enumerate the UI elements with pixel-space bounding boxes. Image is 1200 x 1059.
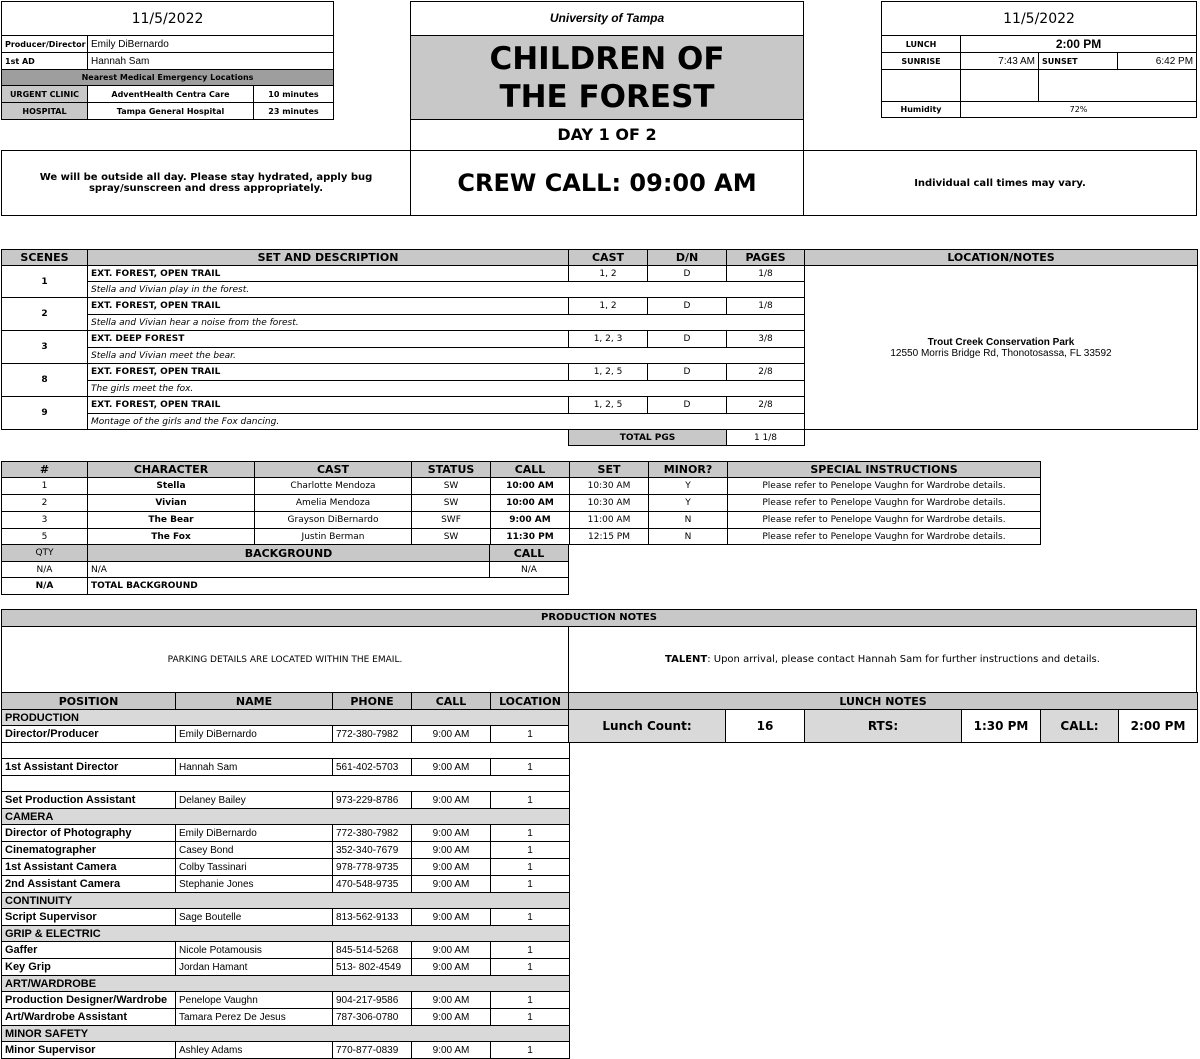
scene-description: Stella and Vivian meet the bear. xyxy=(88,348,805,364)
crew-name: Penelope Vaughn xyxy=(176,992,333,1009)
crew-name: Colby Tassinari xyxy=(176,859,333,876)
cast-num: 5 xyxy=(2,529,88,545)
scene-set: EXT. DEEP FOREST xyxy=(88,331,569,348)
cast-set: 10:30 AM xyxy=(570,495,649,512)
crew-row xyxy=(2,1009,570,1026)
scene-pages: 3/8 xyxy=(727,331,805,348)
crew-call: 9:00 AM xyxy=(412,792,491,809)
crew-location: 1 xyxy=(491,942,570,959)
crew-section-label: CAMERA xyxy=(2,809,570,825)
crew-position: 1st Assistant Director xyxy=(2,759,176,776)
bg-total-label: TOTAL BACKGROUND xyxy=(88,578,569,595)
parking-note-text: PARKING DETAILS ARE LOCATED WITHIN THE EMAIL. xyxy=(167,654,403,665)
set-header: SET AND DESCRIPTION xyxy=(88,250,569,266)
scene-cast: 1, 2 xyxy=(569,266,648,282)
crew-position: 1st Assistant Camera xyxy=(2,859,176,876)
cast-minor: N xyxy=(649,512,728,529)
scene-cast: 1, 2, 5 xyxy=(569,364,648,381)
crew-blank-cell xyxy=(2,743,570,759)
location-name: Trout Creek Conservation Park xyxy=(927,336,1075,348)
cast-num: 2 xyxy=(2,495,88,512)
cast-instructions: Please refer to Penelope Vaughn for Wardrobe details. xyxy=(728,529,1041,545)
rts-value: 1:30 PM xyxy=(962,710,1041,743)
crew-phone: 978-778-9735 xyxy=(333,859,412,876)
instructions-header: SPECIAL INSTRUCTIONS xyxy=(728,462,1041,478)
sunrise-time: 7:43 AM xyxy=(961,53,1039,70)
scene-number: 3 xyxy=(2,331,88,364)
cast-status: SW xyxy=(412,495,491,512)
crew-row xyxy=(2,992,570,1009)
scene-description: Montage of the girls and the Fox dancing. xyxy=(88,414,805,430)
cast-row xyxy=(2,529,1041,545)
scene-cast: 1, 2, 5 xyxy=(569,397,648,414)
background-table xyxy=(1,544,569,595)
cast-row xyxy=(2,478,1041,495)
crew-section-label: MINOR SAFETY xyxy=(2,1026,570,1042)
ad-name: Hannah Sam xyxy=(88,53,334,70)
production-notes-title: PRODUCTION NOTES xyxy=(1,609,1197,627)
crew-section-label: PRODUCTION xyxy=(2,710,570,726)
crew-position: Gaffer xyxy=(2,942,176,959)
crew-section-label: CONTINUITY xyxy=(2,893,570,909)
call-header: CALL xyxy=(491,462,570,478)
scenes-table xyxy=(1,249,1198,446)
crew-section-label: GRIP & ELECTRIC xyxy=(2,926,570,942)
crew-call: 9:00 AM xyxy=(412,959,491,976)
crew-location: 1 xyxy=(491,992,570,1009)
crew-position: Script Supervisor xyxy=(2,909,176,926)
crew-name: Stephanie Jones xyxy=(176,876,333,893)
right-date: 11/5/2022 xyxy=(882,2,1197,36)
cast-name: Charlotte Mendoza xyxy=(255,478,412,495)
crew-location-header: LOCATION xyxy=(491,693,570,710)
crew-phone: 561-402-5703 xyxy=(333,759,412,776)
call-times-note xyxy=(803,150,1197,216)
crew-row xyxy=(2,876,570,893)
crew-location: 1 xyxy=(491,876,570,893)
crew-row xyxy=(2,942,570,959)
bg-call-header: CALL xyxy=(490,545,569,562)
crew-phone: 787-306-0780 xyxy=(333,1009,412,1026)
character-name: Vivian xyxy=(88,495,255,512)
talent-note xyxy=(568,626,1197,693)
crew-phone: 352-340-7679 xyxy=(333,842,412,859)
crew-row xyxy=(2,792,570,809)
cast-name: Justin Berman xyxy=(255,529,412,545)
crew-phone: 470-548-9735 xyxy=(333,876,412,893)
lunch-count-value: 16 xyxy=(726,710,805,743)
scene-pages: 1/8 xyxy=(727,266,805,282)
crew-call-box xyxy=(410,150,804,216)
crew-section-row xyxy=(2,710,570,726)
lunch-label: LUNCH xyxy=(882,36,961,53)
lunch-call-label: CALL: xyxy=(1041,710,1119,743)
crew-call: 9:00 AM xyxy=(412,876,491,893)
cast-set: 10:30 AM xyxy=(570,478,649,495)
cast-header: CAST xyxy=(569,250,648,266)
cast-instructions: Please refer to Penelope Vaughn for Wardrobe details. xyxy=(728,512,1041,529)
crew-position: Director/Producer xyxy=(2,726,176,743)
lunch-notes-title: LUNCH NOTES xyxy=(569,693,1198,710)
outdoor-note xyxy=(1,150,411,216)
left-header-table xyxy=(1,1,334,120)
crew-call: CREW CALL: 09:00 AM xyxy=(457,169,757,197)
crew-location: 1 xyxy=(491,1009,570,1026)
minor-header: MINOR? xyxy=(649,462,728,478)
crew-name: Emily DiBernardo xyxy=(176,726,333,743)
crew-phone: 973-229-8786 xyxy=(333,792,412,809)
phone-header: PHONE xyxy=(333,693,412,710)
crew-name: Casey Bond xyxy=(176,842,333,859)
sunrise-label: SUNRISE xyxy=(882,53,961,70)
crew-location: 1 xyxy=(491,759,570,776)
scene-number: 8 xyxy=(2,364,88,397)
crew-location: 1 xyxy=(491,792,570,809)
scene-dn: D xyxy=(648,266,727,282)
pages-header: PAGES xyxy=(727,250,805,266)
day-label: DAY 1 OF 2 xyxy=(557,125,657,144)
right-header-table xyxy=(881,1,1197,118)
medical-title: Nearest Medical Emergency Locations xyxy=(2,70,334,86)
cast-call: 9:00 AM xyxy=(491,512,570,529)
crew-location: 1 xyxy=(491,959,570,976)
scene-set: EXT. FOREST, OPEN TRAIL xyxy=(88,266,569,282)
crew-name: Nicole Potamousis xyxy=(176,942,333,959)
cast-num: 3 xyxy=(2,512,88,529)
background-header: BACKGROUND xyxy=(88,545,490,562)
crew-section-row xyxy=(2,1026,570,1042)
lunch-count-label: Lunch Count: xyxy=(569,710,726,743)
scene-description: Stella and Vivian hear a noise from the forest. xyxy=(88,315,805,331)
cast-call: 11:30 PM xyxy=(491,529,570,545)
cast-name-header: CAST xyxy=(255,462,412,478)
crew-position: Cinematographer xyxy=(2,842,176,859)
scene-description: Stella and Vivian play in the forest. xyxy=(88,282,805,298)
rts-label: RTS: xyxy=(805,710,962,743)
crew-phone: 513- 802-4549 xyxy=(333,959,412,976)
scene-description: The girls meet the fox. xyxy=(88,381,805,397)
production-title: CHILDREN OF THE FOREST xyxy=(411,36,803,120)
humidity-label: Humidity xyxy=(882,102,961,118)
crew-location: 1 xyxy=(491,859,570,876)
cast-row xyxy=(2,495,1041,512)
crew-position: Art/Wardrobe Assistant xyxy=(2,1009,176,1026)
crew-call: 9:00 AM xyxy=(412,825,491,842)
crew-position: Key Grip xyxy=(2,959,176,976)
crew-location: 1 xyxy=(491,825,570,842)
cast-name: Grayson DiBernardo xyxy=(255,512,412,529)
crew-phone: 813-562-9133 xyxy=(333,909,412,926)
sunset-label: SUNSET xyxy=(1039,53,1118,70)
position-header: POSITION xyxy=(2,693,176,710)
urgent-clinic-name: AdventHealth Centra Care xyxy=(88,86,254,103)
cast-row xyxy=(2,512,1041,529)
cast-name: Amelia Mendoza xyxy=(255,495,412,512)
crew-section-label: ART/WARDROBE xyxy=(2,976,570,992)
scene-number: 9 xyxy=(2,397,88,430)
producer-name: Emily DiBernardo xyxy=(88,36,334,53)
crew-blank-row xyxy=(2,776,570,792)
lunch-notes-table xyxy=(568,692,1198,743)
crew-call-header: CALL xyxy=(412,693,491,710)
scene-set: EXT. FOREST, OPEN TRAIL xyxy=(88,397,569,414)
scene-set: EXT. FOREST, OPEN TRAIL xyxy=(88,298,569,315)
character-name: The Fox xyxy=(88,529,255,545)
crew-row xyxy=(2,909,570,926)
crew-call: 9:00 AM xyxy=(412,1042,491,1059)
crew-name: Ashley Adams xyxy=(176,1042,333,1059)
scene-cast: 1, 2 xyxy=(569,298,648,315)
humidity-value: 72% xyxy=(961,102,1197,118)
crew-row xyxy=(2,726,570,743)
crew-location: 1 xyxy=(491,1042,570,1059)
crew-position: Production Designer/Wardrobe xyxy=(2,992,176,1009)
crew-row xyxy=(2,859,570,876)
scene-cast: 1, 2, 3 xyxy=(569,331,648,348)
university-name: University of Tampa xyxy=(411,2,803,36)
crew-row xyxy=(2,825,570,842)
scene-number: 2 xyxy=(2,298,88,331)
crew-position: Minor Supervisor xyxy=(2,1042,176,1059)
cast-instructions: Please refer to Penelope Vaughn for Wardrobe details. xyxy=(728,478,1041,495)
crew-call: 9:00 AM xyxy=(412,1009,491,1026)
scene-dn: D xyxy=(648,364,727,381)
hospital-name: Tampa General Hospital xyxy=(88,103,254,120)
bg-total-qty: N/A xyxy=(2,578,88,595)
crew-phone: 772-380-7982 xyxy=(333,726,412,743)
hospital-label: HOSPITAL xyxy=(2,103,88,120)
crew-position: Director of Photography xyxy=(2,825,176,842)
parking-note xyxy=(1,626,569,693)
cast-status: SWF xyxy=(412,512,491,529)
crew-phone: 772-380-7982 xyxy=(333,825,412,842)
call-times-note-text: Individual call times may vary. xyxy=(914,177,1086,189)
crew-name: Tamara Perez De Jesus xyxy=(176,1009,333,1026)
crew-location: 1 xyxy=(491,726,570,743)
status-header: STATUS xyxy=(412,462,491,478)
character-name: Stella xyxy=(88,478,255,495)
total-pages-value: 1 1/8 xyxy=(727,430,805,446)
crew-call: 9:00 AM xyxy=(412,909,491,926)
lunch-time: 2:00 PM xyxy=(961,36,1197,53)
crew-table xyxy=(1,692,570,1059)
cast-minor: N xyxy=(649,529,728,545)
scene-pages: 2/8 xyxy=(727,364,805,381)
ad-label: 1st AD xyxy=(2,53,88,70)
scene-pages: 1/8 xyxy=(727,298,805,315)
hospital-time: 23 minutes xyxy=(254,103,334,120)
scene-pages: 2/8 xyxy=(727,397,805,414)
cast-minor: Y xyxy=(649,495,728,512)
location-header: LOCATION/NOTES xyxy=(805,250,1198,266)
crew-position: 2nd Assistant Camera xyxy=(2,876,176,893)
set-time-header: SET xyxy=(570,462,649,478)
crew-call: 9:00 AM xyxy=(412,942,491,959)
cast-table xyxy=(1,461,1041,545)
location-cell xyxy=(805,266,1198,430)
crew-location: 1 xyxy=(491,909,570,926)
urgent-clinic-label: URGENT CLINIC xyxy=(2,86,88,103)
crew-name: Delaney Bailey xyxy=(176,792,333,809)
crew-section-row xyxy=(2,893,570,909)
cast-set: 11:00 AM xyxy=(570,512,649,529)
character-header: CHARACTER xyxy=(88,462,255,478)
qty-header: QTY xyxy=(2,545,88,562)
crew-phone: 770-877-0839 xyxy=(333,1042,412,1059)
talent-text: : Upon arrival, please contact Hannah Sam for further instructions and details. xyxy=(707,654,1100,665)
crew-name: Hannah Sam xyxy=(176,759,333,776)
bg-qty: N/A xyxy=(2,562,88,578)
crew-row xyxy=(2,842,570,859)
scene-dn: D xyxy=(648,397,727,414)
lunch-call-value: 2:00 PM xyxy=(1119,710,1198,743)
bg-name: N/A xyxy=(88,562,490,578)
crew-name: Jordan Hamant xyxy=(176,959,333,976)
crew-position: Set Production Assistant xyxy=(2,792,176,809)
scene-number: 1 xyxy=(2,266,88,298)
crew-blank-row xyxy=(2,743,570,759)
crew-name: Sage Boutelle xyxy=(176,909,333,926)
crew-phone: 845-514-5268 xyxy=(333,942,412,959)
location-address: 12550 Morris Bridge Rd, Thonotosassa, FL 33592 xyxy=(890,347,1112,359)
crew-body xyxy=(2,710,570,1059)
crew-call: 9:00 AM xyxy=(412,726,491,743)
talent-label: TALENT xyxy=(665,654,708,665)
total-pages-label: TOTAL PGS xyxy=(569,430,727,446)
character-name: The Bear xyxy=(88,512,255,529)
crew-phone: 904-217-9586 xyxy=(333,992,412,1009)
scene-dn: D xyxy=(648,298,727,315)
crew-row xyxy=(2,759,570,776)
crew-blank-cell xyxy=(2,776,570,792)
crew-section-row xyxy=(2,926,570,942)
crew-call: 9:00 AM xyxy=(412,842,491,859)
sunset-time: 6:42 PM xyxy=(1118,53,1197,70)
scene-dn: D xyxy=(648,331,727,348)
crew-row xyxy=(2,959,570,976)
cast-call: 10:00 AM xyxy=(491,478,570,495)
cast-num-header: # xyxy=(2,462,88,478)
cast-instructions: Please refer to Penelope Vaughn for Wardrobe details. xyxy=(728,495,1041,512)
center-header xyxy=(410,1,804,151)
urgent-clinic-time: 10 minutes xyxy=(254,86,334,103)
cast-status: SW xyxy=(412,529,491,545)
crew-section-row xyxy=(2,976,570,992)
cast-call: 10:00 AM xyxy=(491,495,570,512)
left-date: 11/5/2022 xyxy=(2,2,334,36)
crew-call: 9:00 AM xyxy=(412,992,491,1009)
cast-num: 1 xyxy=(2,478,88,495)
crew-call: 9:00 AM xyxy=(412,859,491,876)
cast-status: SW xyxy=(412,478,491,495)
crew-name: Emily DiBernardo xyxy=(176,825,333,842)
producer-label: Producer/Director xyxy=(2,36,88,53)
cast-minor: Y xyxy=(649,478,728,495)
crew-call: 9:00 AM xyxy=(412,759,491,776)
name-header: NAME xyxy=(176,693,333,710)
crew-section-row xyxy=(2,809,570,825)
outdoor-note-text: We will be outside all day. Please stay hydrated, apply bug spray/sunscreen and dress appropriately. xyxy=(39,172,373,194)
crew-row xyxy=(2,1042,570,1059)
crew-location: 1 xyxy=(491,842,570,859)
bg-call: N/A xyxy=(490,562,569,578)
dn-header: D/N xyxy=(648,250,727,266)
scenes-header: SCENES xyxy=(2,250,88,266)
scene-set: EXT. FOREST, OPEN TRAIL xyxy=(88,364,569,381)
cast-set: 12:15 PM xyxy=(570,529,649,545)
